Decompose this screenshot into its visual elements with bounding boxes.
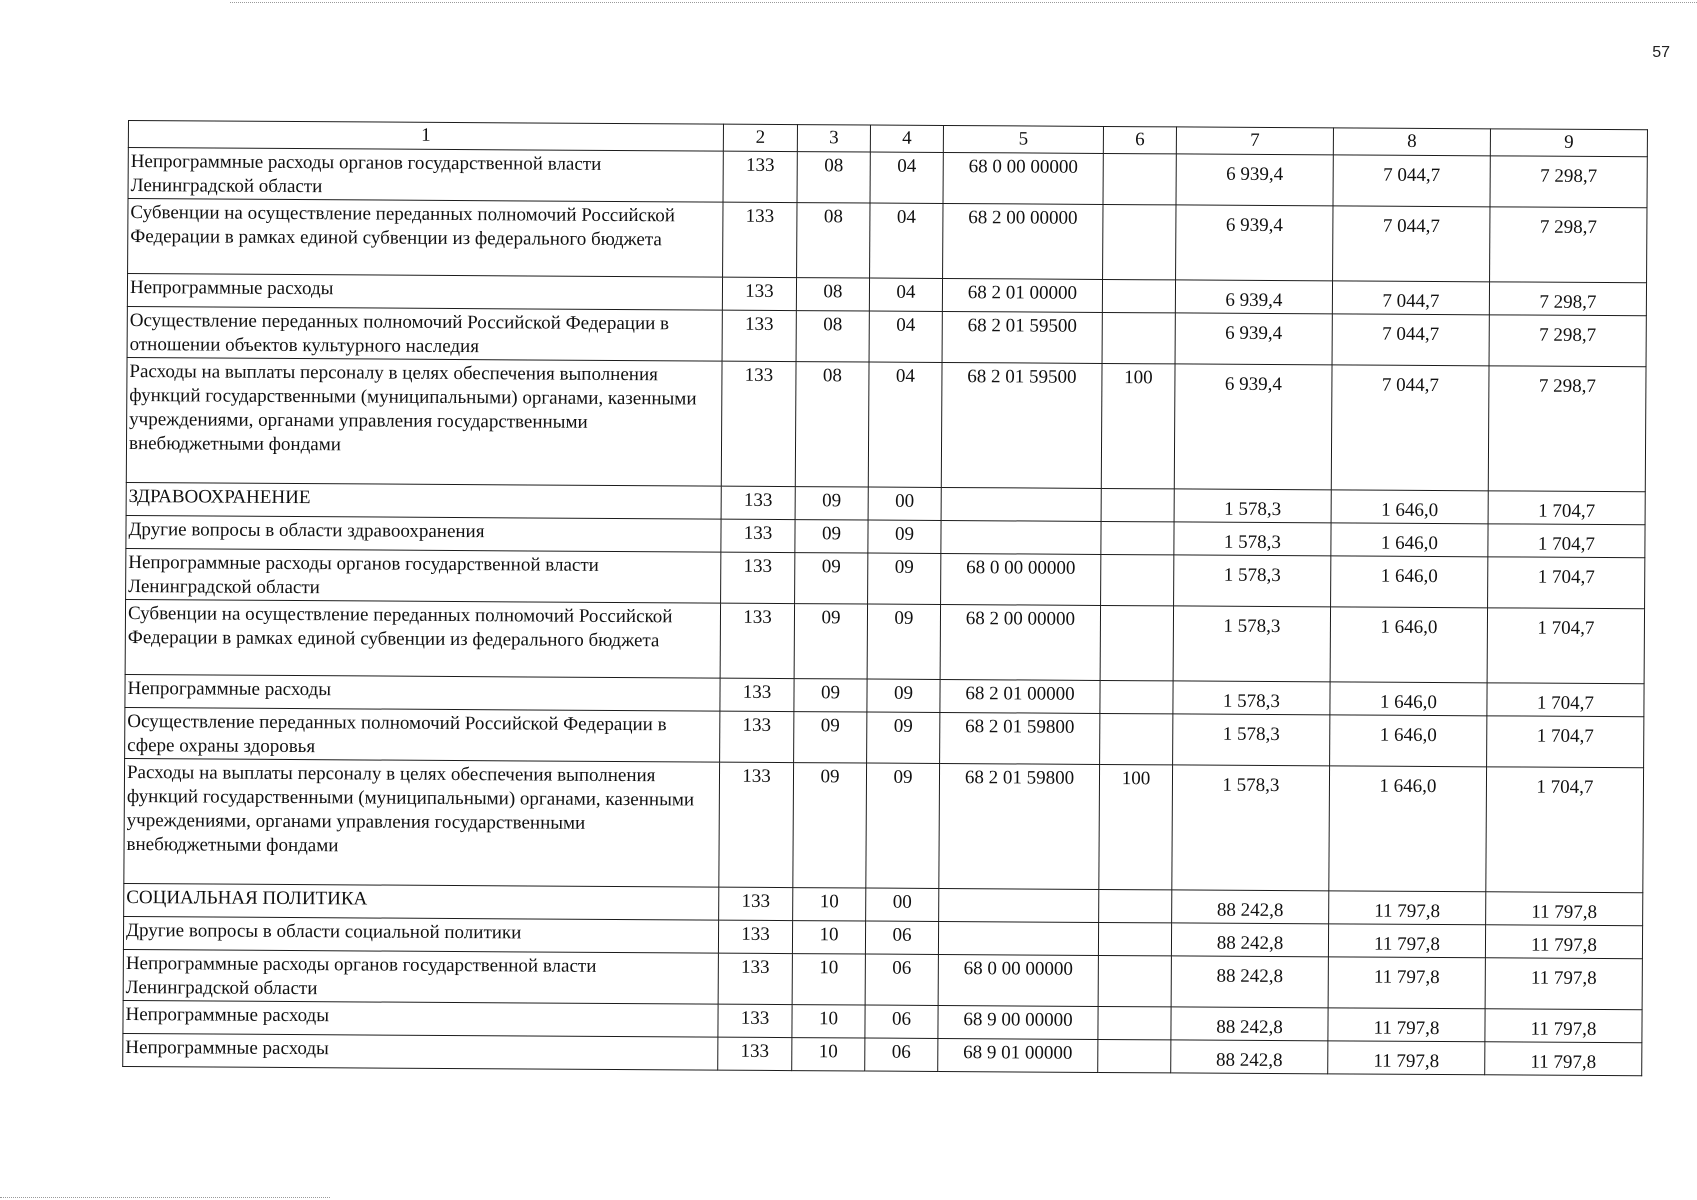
cell-col9: 7 298,7: [1490, 156, 1647, 208]
cell-col6: 100: [1101, 363, 1175, 488]
cell-col2: 133: [718, 1037, 792, 1070]
cell-col6: [1100, 680, 1173, 713]
cell-col9: 1 704,7: [1486, 767, 1644, 893]
cell-col6: [1100, 605, 1173, 680]
cell-col9: 7 298,7: [1488, 366, 1646, 492]
table-row: [128, 199, 1647, 283]
cell-col8: 1 646,0: [1331, 490, 1488, 524]
cell-col8: 7 044,7: [1333, 155, 1490, 207]
cell-col4: 09: [867, 712, 940, 763]
cell-name: Непрограммные расходы: [123, 1000, 718, 1037]
cell-col5: [941, 520, 1101, 554]
cell-col8: 11 797,8: [1328, 924, 1485, 958]
cell-col6: [1098, 922, 1171, 955]
header-cell-9: 9: [1490, 129, 1647, 157]
cell-col4: 06: [865, 1005, 938, 1038]
cell-col5: 68 2 00 00000: [940, 604, 1100, 680]
cell-name: Непрограммные расходы органов государственной власти Ленинградской области: [126, 548, 721, 603]
cell-col2: 133: [719, 887, 793, 920]
cell-col9: 1 704,7: [1488, 557, 1645, 609]
table-row: [123, 949, 1642, 1009]
cell-col5: [938, 921, 1098, 955]
cell-name: Расходы на выплаты персоналу в целях обеспечения выполнения функций государственными (муниципальными) органами, казенными учреждениями, органами управления государственными внебюджетными фондами: [126, 357, 722, 486]
cell-col6: [1098, 1006, 1171, 1039]
cell-col8: 7 044,7: [1332, 314, 1489, 366]
cell-name: ЗДРАВООХРАНЕНИЕ: [126, 482, 721, 519]
cell-col9: 7 298,7: [1490, 207, 1647, 283]
cell-col2: 133: [718, 953, 792, 1004]
cell-col4: 06: [865, 921, 938, 954]
cell-name: Осуществление переданных полномочий Российской Федерации в сфере охраны здоровья: [125, 707, 720, 762]
cell-col9: 1 704,7: [1487, 716, 1644, 768]
table-row: [125, 599, 1644, 683]
cell-col7: 1 578,3: [1173, 714, 1330, 766]
cell-col4: 06: [865, 1038, 938, 1071]
cell-col4: 00: [866, 888, 939, 921]
cell-col9: 11 797,8: [1485, 1009, 1642, 1043]
cell-name: Осуществление переданных полномочий Российской Федерации в отношении объектов культурного наследия: [127, 306, 722, 361]
cell-col4: 06: [865, 954, 938, 1005]
cell-col9: 11 797,8: [1485, 958, 1642, 1010]
cell-col3: 10: [792, 1005, 865, 1038]
cell-col2: 133: [720, 678, 794, 711]
cell-col3: 10: [792, 954, 865, 1005]
cell-col4: 04: [870, 203, 943, 278]
cell-col8: 1 646,0: [1330, 682, 1487, 716]
cell-col5: 68 2 01 59800: [939, 763, 1100, 889]
cell-col2: 133: [719, 762, 794, 887]
cell-col4: 09: [868, 520, 941, 553]
cell-col5: 68 2 01 00000: [940, 679, 1100, 713]
cell-col3: 09: [794, 604, 867, 679]
cell-col9: 1 704,7: [1488, 524, 1645, 558]
cell-col5: [941, 487, 1101, 521]
cell-col2: 133: [721, 552, 795, 603]
cell-col9: 1 704,7: [1487, 608, 1644, 684]
cell-col5: 68 9 01 00000: [938, 1038, 1098, 1072]
cell-col5: 68 2 01 00000: [942, 278, 1102, 312]
cell-col2: 133: [721, 486, 795, 519]
cell-col7: 88 242,8: [1171, 1007, 1328, 1041]
cell-col7: 1 578,3: [1174, 489, 1331, 523]
cell-col3: 09: [795, 553, 868, 604]
cell-col8: 1 646,0: [1330, 715, 1487, 767]
cell-col2: 133: [720, 603, 794, 678]
header-cell-8: 8: [1333, 128, 1490, 156]
cell-col7: 1 578,3: [1174, 555, 1331, 607]
table-row: [124, 758, 1644, 892]
cell-col7: 88 242,8: [1172, 890, 1329, 924]
cell-col7: 6 939,4: [1175, 280, 1332, 314]
cell-name: Расходы на выплаты персоналу в целях обеспечения выполнения функций государственными (муниципальными) органами, казенными учреждениями, органами управления государственными внебюджетными фондами: [124, 758, 720, 887]
header-cell-3: 3: [797, 125, 870, 152]
cell-col2: 133: [723, 202, 797, 277]
header-cell-6: 6: [1103, 126, 1176, 153]
cell-name: Субвенции на осуществление переданных полномочий Российской Федерации в рамках единой субвенции из федерального бюджета: [125, 599, 720, 678]
cell-col2: 133: [720, 711, 794, 762]
cell-col5: 68 0 00 00000: [941, 553, 1101, 605]
cell-col2: 133: [722, 310, 796, 361]
cell-col3: 10: [792, 1038, 865, 1071]
cell-col9: 11 797,8: [1485, 1042, 1642, 1076]
cell-col3: 08: [796, 278, 869, 311]
cell-col4: 04: [869, 278, 942, 311]
cell-col2: 133: [718, 1004, 792, 1037]
header-cell-1: 1: [128, 121, 723, 152]
cell-col4: 09: [866, 763, 940, 888]
cell-name: Непрограммные расходы: [125, 674, 720, 711]
cell-col2: 133: [718, 920, 792, 953]
cell-name: Непрограммные расходы органов государственной власти Ленинградской области: [123, 949, 718, 1004]
header-cell-2: 2: [723, 124, 797, 151]
cell-col3: 09: [795, 520, 868, 553]
cell-col3: 09: [794, 712, 867, 763]
cell-col4: 09: [867, 604, 940, 679]
cell-col9: 7 298,7: [1489, 282, 1646, 316]
cell-name: Другие вопросы в области здравоохранения: [126, 515, 721, 552]
cell-name: СОЦИАЛЬНАЯ ПОЛИТИКА: [124, 883, 719, 920]
table-row: [126, 357, 1646, 491]
cell-col3: 08: [795, 362, 869, 487]
cell-col6: 100: [1099, 764, 1173, 889]
cell-col8: 7 044,7: [1333, 206, 1490, 282]
cell-col6: [1101, 554, 1174, 605]
cell-col6: [1101, 488, 1174, 521]
table-row: [127, 306, 1646, 366]
cell-col7: 6 939,4: [1174, 364, 1332, 490]
table-row: [126, 548, 1645, 608]
cell-col7: 88 242,8: [1171, 956, 1328, 1008]
cell-col2: 133: [723, 151, 797, 202]
table-row: [128, 148, 1647, 208]
cell-col3: 08: [796, 311, 869, 362]
table-row: [125, 707, 1644, 767]
cell-col6: [1099, 889, 1172, 922]
cell-name: Субвенции на осуществление переданных полномочий Российской Федерации в рамках единой субвенции из федерального бюджета: [128, 199, 723, 278]
cell-col3: 09: [794, 679, 867, 712]
cell-col2: 133: [721, 519, 795, 552]
cell-name: Непрограммные расходы органов государственной власти Ленинградской области: [128, 148, 723, 203]
cell-col5: 68 9 00 00000: [938, 1005, 1098, 1039]
cell-col4: 04: [869, 311, 942, 362]
cell-col6: [1098, 955, 1171, 1006]
cell-col5: [939, 888, 1099, 922]
cell-col8: 11 797,8: [1328, 1008, 1485, 1042]
cell-col6: [1102, 312, 1175, 363]
cell-col8: 1 646,0: [1330, 607, 1487, 683]
cell-col8: 1 646,0: [1331, 556, 1488, 608]
cell-col5: 68 2 01 59500: [941, 362, 1102, 488]
cell-name: Другие вопросы в области социальной политики: [123, 916, 718, 953]
cell-col2: 133: [722, 277, 796, 310]
cell-col7: 1 578,3: [1173, 606, 1330, 682]
cell-col8: 7 044,7: [1331, 365, 1489, 491]
cell-col9: 1 704,7: [1487, 683, 1644, 717]
cell-col3: 10: [792, 921, 865, 954]
cell-col7: 6 939,4: [1176, 154, 1333, 206]
cell-col4: 09: [867, 679, 940, 712]
cell-col6: [1100, 713, 1173, 764]
cell-col9: 7 298,7: [1489, 315, 1646, 367]
cell-col5: 68 0 00 00000: [943, 152, 1103, 204]
cell-col3: 09: [793, 763, 867, 888]
budget-table: [122, 120, 1648, 1076]
cell-col6: [1103, 153, 1176, 204]
cell-col8: 1 646,0: [1331, 523, 1488, 557]
cell-col5: 68 2 01 59800: [940, 712, 1100, 764]
cell-col5: 68 2 00 00000: [943, 203, 1103, 279]
cell-col5: 68 2 01 59500: [942, 311, 1102, 363]
cell-col8: 1 646,0: [1329, 766, 1487, 892]
cell-col2: 133: [721, 361, 796, 486]
cell-col4: 04: [870, 152, 943, 203]
cell-col7: 88 242,8: [1171, 1040, 1328, 1074]
cell-col8: 7 044,7: [1332, 281, 1489, 315]
cell-col7: 1 578,3: [1174, 522, 1331, 556]
cell-col9: 11 797,8: [1486, 892, 1643, 926]
cell-col8: 11 797,8: [1329, 891, 1486, 925]
cell-col6: [1098, 1039, 1171, 1072]
cell-col7: 1 578,3: [1173, 681, 1330, 715]
cell-col7: 6 939,4: [1175, 313, 1332, 365]
cell-col4: 00: [868, 487, 941, 520]
cell-col6: [1101, 521, 1174, 554]
page-number: 57: [1652, 44, 1670, 61]
cell-col3: 08: [797, 203, 870, 278]
cell-col6: [1102, 279, 1175, 312]
cell-name: Непрограммные расходы: [127, 274, 722, 311]
header-cell-7: 7: [1176, 127, 1333, 155]
cell-col7: 88 242,8: [1171, 923, 1328, 957]
cell-col3: 08: [797, 152, 870, 203]
cell-col5: 68 0 00 00000: [938, 954, 1098, 1006]
scan-edge-top: [230, 2, 1697, 3]
cell-col7: 6 939,4: [1176, 205, 1333, 281]
table-body: [123, 121, 1648, 1076]
cell-col8: 11 797,8: [1328, 957, 1485, 1009]
cell-col4: 09: [868, 553, 941, 604]
cell-col8: 11 797,8: [1328, 1041, 1485, 1075]
header-cell-5: 5: [943, 125, 1103, 153]
cell-col9: 11 797,8: [1485, 925, 1642, 959]
cell-col4: 04: [868, 362, 942, 487]
cell-col7: 1 578,3: [1172, 765, 1330, 891]
cell-col3: 09: [795, 487, 868, 520]
cell-col6: [1103, 204, 1176, 279]
scan-edge-bottom: [0, 1197, 330, 1198]
header-cell-4: 4: [870, 125, 943, 152]
cell-col3: 10: [793, 888, 866, 921]
cell-name: Непрограммные расходы: [123, 1033, 718, 1070]
cell-col9: 1 704,7: [1488, 491, 1645, 525]
